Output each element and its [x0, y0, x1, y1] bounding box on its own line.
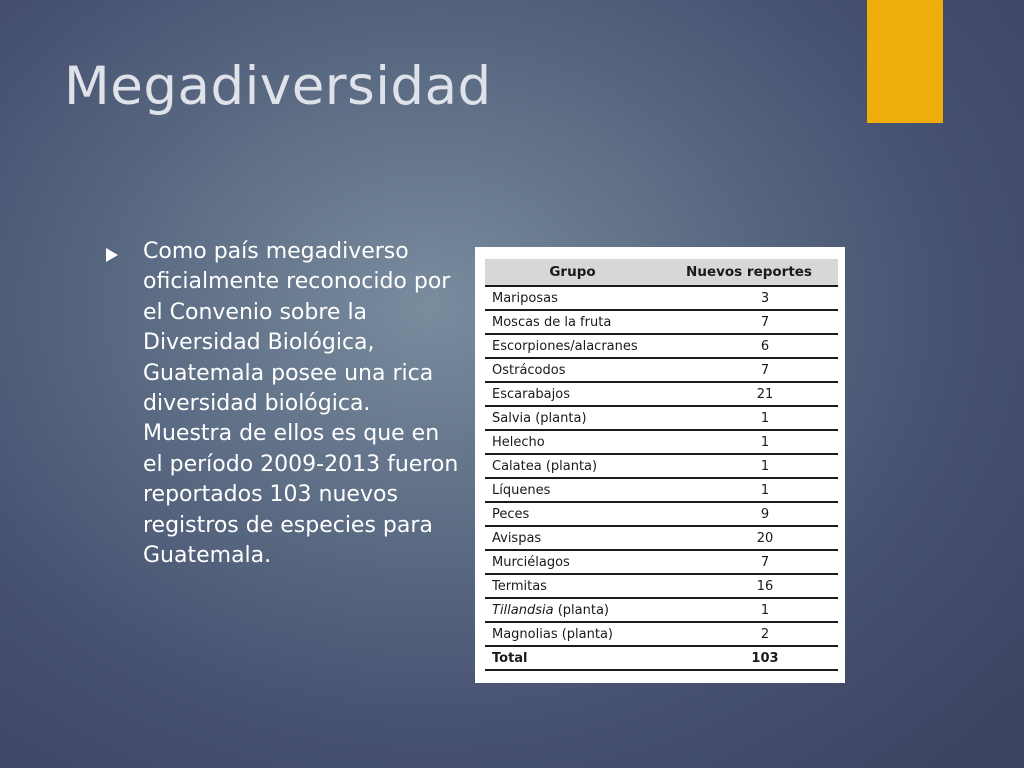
body-text: Como país megadiverso oficialmente reconocido por el Convenio sobre la Diversidad Biológica, Guatemala posee una rica diversidad biológica. Muestra de ellos es que en el período 2009-2013 fueron reportados 103 nuevos registros de especies para Guatemala.	[143, 239, 459, 569]
row-count: 1	[660, 430, 838, 454]
row-group: Mariposas	[485, 286, 660, 310]
table-row	[485, 358, 838, 382]
row-group: Moscas de la fruta	[485, 310, 660, 334]
species-table	[485, 259, 838, 671]
table-row	[485, 286, 838, 310]
row-count: 1	[660, 406, 838, 430]
table-header-row	[485, 259, 838, 286]
row-group: Termitas	[485, 574, 660, 598]
row-group-italic: Tillandsia	[492, 602, 554, 618]
row-group-rest: (planta)	[553, 602, 610, 618]
row-group: Escorpiones/alacranes	[485, 334, 660, 358]
row-count: 3	[660, 286, 838, 310]
row-group: Líquenes	[485, 478, 660, 502]
table-row	[485, 574, 838, 598]
row-count: 6	[660, 334, 838, 358]
row-group: Ostrácodos	[485, 358, 660, 382]
header-group: Grupo	[485, 259, 660, 286]
table-row	[485, 430, 838, 454]
row-count: 1	[660, 478, 838, 502]
row-count: 21	[660, 382, 838, 406]
table-row	[485, 454, 838, 478]
row-group: Escarabajos	[485, 382, 660, 406]
accent-block	[867, 0, 943, 123]
table-row	[485, 406, 838, 430]
total-count: 103	[660, 646, 838, 670]
row-group: Magnolias (planta)	[485, 622, 660, 646]
row-count: 2	[660, 622, 838, 646]
table-row	[485, 622, 838, 646]
table-row	[485, 526, 838, 550]
row-group: Peces	[485, 502, 660, 526]
row-count: 7	[660, 358, 838, 382]
header-count: Nuevos reportes	[660, 259, 838, 286]
bullet-arrow-icon	[106, 248, 118, 262]
table-row	[485, 598, 838, 622]
species-table-card	[475, 247, 845, 683]
row-group: Avispas	[485, 526, 660, 550]
row-count: 1	[660, 598, 838, 622]
table-row	[485, 334, 838, 358]
row-group: Salvia (planta)	[485, 406, 660, 430]
row-count: 16	[660, 574, 838, 598]
row-group	[485, 598, 660, 622]
row-group: Calatea (planta)	[485, 454, 660, 478]
row-count: 9	[660, 502, 838, 526]
total-label: Total	[485, 646, 660, 670]
table-row	[485, 478, 838, 502]
row-count: 20	[660, 526, 838, 550]
row-group: Helecho	[485, 430, 660, 454]
table-row	[485, 550, 838, 574]
row-count: 7	[660, 550, 838, 574]
row-count: 7	[660, 310, 838, 334]
row-count: 1	[660, 454, 838, 478]
table-row	[485, 502, 838, 526]
row-group: Murciélagos	[485, 550, 660, 574]
table-total-row	[485, 646, 838, 670]
table-row	[485, 382, 838, 406]
table-row	[485, 310, 838, 334]
slide-title: Megadiversidad	[64, 56, 492, 117]
